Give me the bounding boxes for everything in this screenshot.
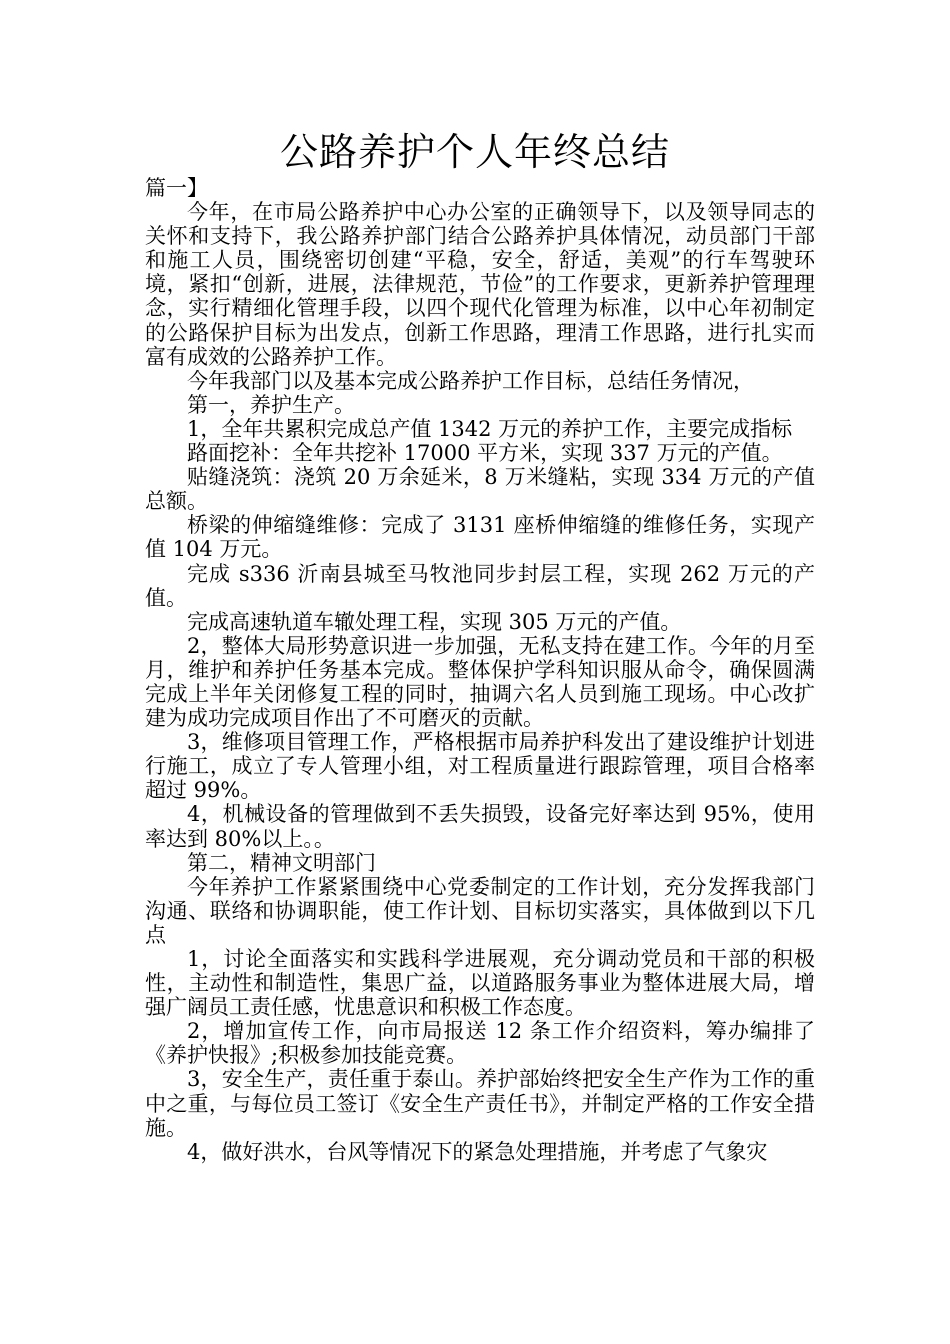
document-body (145, 176, 815, 1164)
paragraph-s336-sealing: 完成 s336 沂南县城至马牧池同步封层工程，实现 262 万元的产值。 (145, 561, 815, 610)
paragraph-bridge-joints: 桥梁的伸缩缝维修：完成了 3131 座桥伸缩缝的维修任务，实现产值 104 万元。 (145, 513, 815, 562)
paragraph-civ-item-3: 3，安全生产，责任重于泰山。养护部始终把安全生产作为工作的重中之重，与每位员工签订《安全生产责任书》，并制定严格的工作安全措施。 (145, 1067, 815, 1140)
paragraph-item-4: 4，机械设备的管理做到不丢失损毁，设备完好率达到 95%，使用率达到 80%以上。。 (145, 802, 815, 851)
paragraph-rut-treatment: 完成高速轨道车辙处理工程，实现 305 万元的产值。 (187, 609, 682, 634)
section-label: 篇一】 (145, 176, 208, 200)
paragraph-intro: 今年，在市局公路养护中心办公室的正确领导下，以及领导同志的关怀和支持下，我公路养护部门结合公路养护具体情况，动员部门干部和施工人员，围绕密切创建“平稳，安全，舒适，美观”的行车驾驶环境，紧扣“创新，进展，法律规范，节俭”的工作要求，更新养护管理理念，实行精细化管理手段，以四个现代化管理为标准，以中心年初制定的公路保护目标为出发点，创新工作思路，理清工作思路，进行扎实而富有成效的公路养护工作。 (145, 200, 815, 369)
paragraph-civ-item-4: 4，做好洪水，台风等情况下的紧急处理措施，并考虑了气象灾 (187, 1139, 768, 1164)
paragraph-civilization-intro: 今年养护工作紧紧围绕中心党委制定的工作计划，充分发挥我部门沟通、联络和协调职能，使工作计划、目标切实落实，具体做到以下几点 (145, 874, 815, 947)
paragraph-road-patching: 路面挖补：全年共挖补 17000 平方米，实现 337 万元的产值。 (187, 441, 783, 466)
paragraph-civ-item-1: 1，讨论全面落实和实践科学进展观，充分调动党员和干部的积极性，主动性和制造性，集思广益，以道路服务事业为整体进展大局，增强广阔员工责任感，忧患意识和积极工作态度。 (145, 947, 815, 1020)
heading-production: 第一，养护生产。 (187, 392, 355, 417)
paragraph-crack-sealing: 贴缝浇筑：浇筑 20 万余延米，8 万米缝粘，实现 334 万元的产值总额。 (145, 465, 815, 514)
heading-civilization: 第二，精神文明部门 (187, 850, 376, 875)
paragraph-item-1: 1，全年共累积完成总产值 1342 万元的养护工作，主要完成指标 (187, 416, 793, 441)
paragraph-civ-item-2: 2，增加宣传工作，向市局报送 12 条工作介绍资料，筹办编排了《养护快报》;积极参加技能竞赛。 (145, 1019, 815, 1068)
document-title: 公路养护个人年终总结 (279, 130, 670, 174)
paragraph-item-2: 2，整体大局形势意识进一步加强，无私支持在建工作。今年的月至月，维护和养护任务基本完成。整体保护学科知识服从命令，确保圆满完成上半年关闭修复工程的同时，抽调六名人员到施工现场。中心改扩建为成功完成项目作出了不可磨灭的贡献。 (145, 633, 815, 731)
paragraph-item-3: 3，维修项目管理工作，严格根据市局养护科发出了建设维护计划进行施工，成立了专人管理小组，对工程质量进行跟踪管理，项目合格率超过 99%。 (145, 730, 815, 803)
paragraph-summary: 今年我部门以及基本完成公路养护工作目标，总结任务情况， (187, 368, 754, 393)
